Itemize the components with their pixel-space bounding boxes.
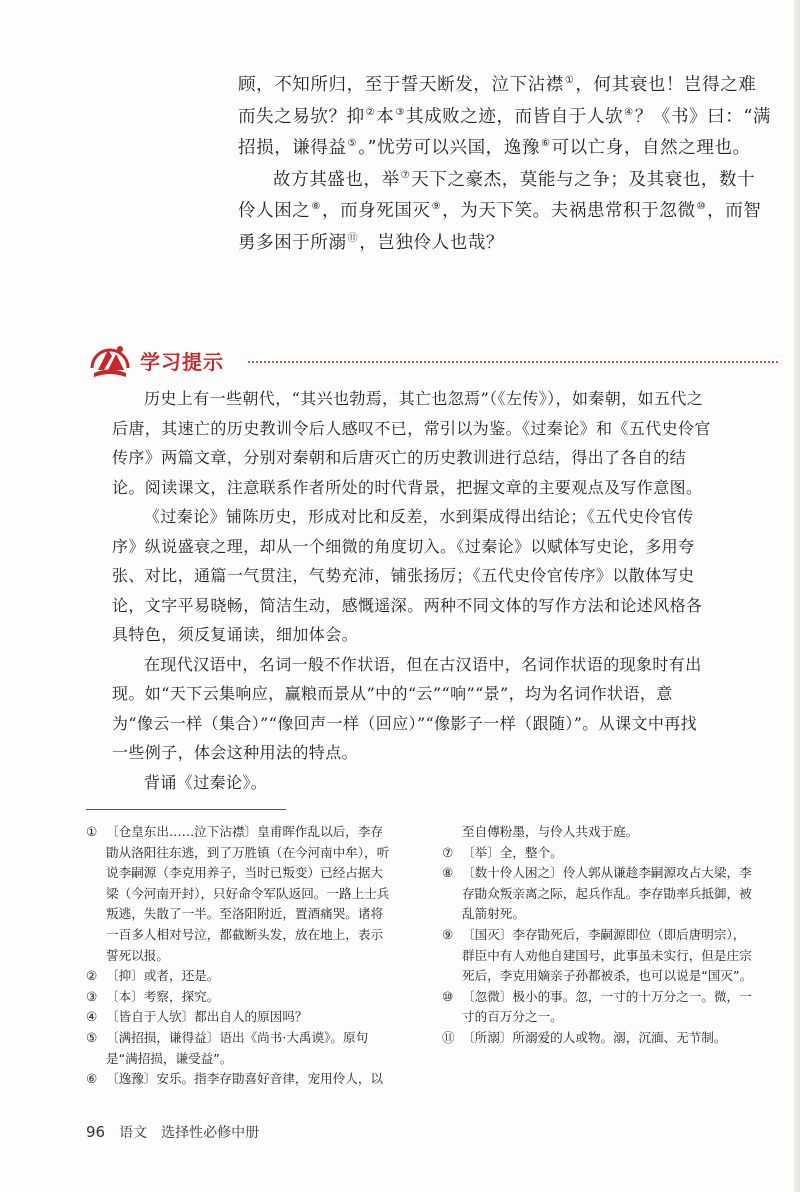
footnote-5 — [86, 1028, 394, 1069]
footnote-ref-7[interactable]: ⑦ — [400, 169, 411, 181]
footnote-3 — [86, 987, 394, 1008]
footnote-ref-1[interactable]: ① — [564, 75, 575, 86]
main-text — [238, 70, 773, 259]
footnote-ref-5[interactable]: ⑤ — [347, 138, 358, 149]
footnote-text: 〔皆自于人欤〕都出自人的原因吗？ — [106, 1009, 308, 1025]
main-text-segment: 顾，不知所归，至于誓天断发，泣下沾襟 — [238, 75, 564, 95]
footnote-text: 〔仓皇东出……泣下沾襟〕皇甫晖作乱以后，李存勖从洛阳往东逃，到了万胜镇（在今河南中牟），听说李嗣源（李克用养子，当时已叛变）已经占据大梁（今河南开封），只好命令军队返回。一路上士兵叛逃，失散了一半。至洛阳附近，置酒痛哭。诸将一百多人相对号泣，都截断头发，放在地上，表示誓死以报。 — [106, 824, 390, 963]
footnote-11 — [442, 1028, 754, 1049]
main-text-segment: ？《书》曰：“满招损，谦得益 — [238, 106, 771, 158]
main-text-segment: 。”忧劳可以兴国，逸豫 — [358, 138, 540, 158]
footnote-text: 〔国灭〕李存勖死后，李嗣源即位（即后唐明宗），群臣中有人劝他自建国号，此事虽未实行，但是庄宗死后，李克用嫡亲子孙都被杀，也可以说是“国灭”。 — [462, 926, 753, 984]
page-edge — [794, 0, 800, 1192]
footnote-number: ② — [86, 968, 98, 984]
main-text-segment: ，而智勇多困于所溺 — [238, 201, 762, 253]
tips-paragraph: 在现代汉语中，名词一般不作状语，但在古汉语中，名词作状语的现象时有出现。如“天下云集响应，赢粮而景从”中的“云”“响”“景”，均为名词作状语，意为“像云一样（集合）”“像回声一样（回应）”“像影子一样（跟随）”。从课文中再找一些例子，体会这种用法的特点。 — [112, 654, 702, 762]
footnote-number: ⑪ — [442, 1029, 455, 1045]
footnote-text: 〔数十伶人困之〕伶人郭从谦趁李嗣源攻占大梁，李存勖众叛亲离之际，起兵作乱。李存勖率兵抵御，被乱箭射死。 — [462, 865, 752, 922]
main-paragraph-2 — [238, 165, 773, 260]
footnote-6 — [86, 1069, 394, 1090]
footnote-4 — [86, 1007, 394, 1028]
footnote-9 — [442, 925, 754, 987]
book-volume: 选择性必修中册 — [161, 1125, 260, 1141]
main-text-segment: 其成败之迹，而皆自于人欤 — [405, 106, 624, 127]
footnote-6-continued: 至自傅粉墨，与伶人共戏于庭。 — [462, 824, 639, 839]
main-text-segment: ，而身死国灭 — [321, 201, 431, 221]
footnote-ref-8[interactable]: ⑧ — [311, 201, 321, 212]
footnote-ref-10[interactable]: ⑩ — [696, 201, 707, 212]
page-number: 96 — [86, 1123, 106, 1141]
study-tips-logo-icon — [88, 340, 132, 384]
footnote-text: 〔满招损，谦得益〕语出《尚书·大禹谟》。原句是“满招损，谦受益”。 — [106, 1029, 369, 1066]
footnotes-right-column — [442, 822, 754, 1049]
tips-paragraph: 历史上有一些朝代，“其兴也勃焉，其亡也忽焉”（《左传》），如秦朝，如五代之后唐，其速亡的历史教训令后人感叹不已，常引以为鉴。《过秦论》和《五代史伶官传序》两篇文章，分别对秦朝和后唐灭亡的历史教训进行总结，得出了各自的结论。阅读课文，注意联系作者所处的时代背景，把握文章的主要观点及写作意图。 — [112, 389, 711, 497]
footnote-10 — [442, 987, 754, 1028]
book-subject: 语文 — [119, 1125, 148, 1141]
study-tips-header — [88, 340, 778, 384]
main-text-segment: 天下之豪杰，莫能与之争；及其衰也，数十伶人困之 — [238, 169, 756, 221]
footnote-text: 〔抑〕或者，还是。 — [106, 968, 220, 984]
footnote-ref-2[interactable]: ② — [365, 106, 376, 118]
footnote-text: 〔本〕考察，探究。 — [106, 988, 220, 1004]
main-paragraph-1 — [238, 70, 773, 165]
footnote-text: 〔所溺〕所溺爱的人或物。溺，沉湎、无节制。 — [462, 1029, 727, 1045]
footnote-number: ⑩ — [442, 988, 454, 1004]
footnote-text: 〔忽微〕极小的事。忽，一寸的十万分之一。微，一寸的百万分之一。 — [462, 988, 752, 1025]
main-text-segment: ，岂独伶人也哉？ — [359, 232, 505, 253]
study-tips-body — [112, 384, 712, 797]
footnote-number: ① — [86, 824, 98, 839]
footnote-number: ⑤ — [86, 1029, 98, 1045]
footnote-1 — [86, 822, 394, 966]
footnote-ref-9[interactable]: ⑨ — [431, 201, 442, 212]
footnote-number: ⑨ — [442, 926, 454, 942]
main-text-segment: 故方其盛也，举 — [273, 169, 400, 190]
footnote-number: ⑥ — [86, 1071, 98, 1087]
page-footer — [86, 1122, 259, 1142]
tips-paragraph: 背诵《过秦论》。 — [144, 772, 268, 792]
footnotes-left-column — [86, 822, 394, 1090]
footnote-text: 〔逸豫〕安乐。指李存勖喜好音律，宠用伶人，以 — [106, 1071, 384, 1087]
study-tips-title: 学习提示 — [140, 350, 224, 374]
tips-paragraph: 《过秦论》铺陈历史，形成对比和反差，水到渠成得出结论；《五代史伶官传序》纵说盛衰之理，却从一个细微的角度切入。《过秦论》以赋体写史论，多用夸张、对比，通篇一气贯注，气势充沛，铺张扬厉；《五代史伶官传序》以散体写史论，文字平易晓畅，简洁生动，感慨遥深。两种不同文体的写作方法和论述风格各具特色，须反复诵读，细加体会。 — [112, 507, 703, 644]
footnote-ref-6[interactable]: ⑥ — [540, 138, 551, 149]
footnote-8 — [442, 863, 754, 925]
footnote-7 — [442, 843, 754, 864]
main-text-segment: 可以亡身，自然之理也。 — [551, 138, 751, 158]
footnote-text: 〔举〕全，整个。 — [462, 844, 563, 860]
main-text-segment: ，为天下笑。夫祸患常积于忽微 — [442, 201, 696, 221]
footnote-number: ④ — [86, 1009, 98, 1025]
main-text-segment: ，何其衰也！岂得之难而失之易欤？抑 — [238, 75, 757, 127]
footnote-ref-4[interactable]: ④ — [624, 106, 634, 118]
footnote-ref-11[interactable]: ⑪ — [347, 232, 359, 244]
main-text-segment: 本 — [376, 106, 395, 127]
footnote-number: ⑧ — [442, 865, 454, 881]
footnote-ref-3[interactable]: ③ — [395, 106, 405, 118]
footnote-2 — [86, 966, 394, 987]
footnote-rule — [86, 809, 286, 810]
dotted-divider — [248, 361, 778, 363]
footnote-number: ③ — [86, 988, 98, 1004]
footnote-number: ⑦ — [442, 844, 454, 860]
